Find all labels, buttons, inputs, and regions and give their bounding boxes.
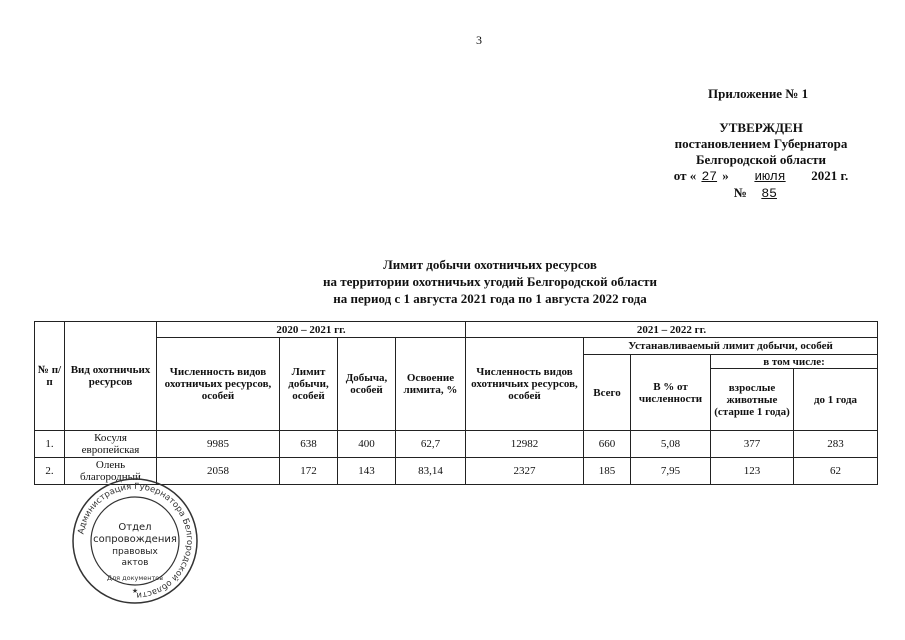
cell-count-2: 12982 bbox=[466, 431, 584, 458]
header-count-2: Численность видов охотничьих ресурсов, особей bbox=[466, 338, 584, 431]
cell-use: 62,7 bbox=[396, 431, 466, 458]
stamp-center-line-4: актов bbox=[121, 558, 149, 568]
header-period-2: 2021 – 2022 гг. bbox=[466, 322, 878, 338]
cell-num: 1. bbox=[35, 431, 65, 458]
date-mid: » bbox=[722, 168, 729, 183]
date-day: 27 bbox=[701, 169, 718, 184]
cell-total: 660 bbox=[584, 431, 631, 458]
approval-block bbox=[600, 120, 905, 202]
cell-young: 283 bbox=[794, 431, 878, 458]
header-percent: В % от численности bbox=[631, 355, 711, 431]
header-row-2 bbox=[35, 338, 878, 355]
header-use: Освоение лимита, % bbox=[396, 338, 466, 431]
cell-limit-1: 172 bbox=[280, 458, 338, 485]
title-line-3: на период с 1 августа 2021 года по 1 августа 2022 года bbox=[333, 291, 647, 306]
cell-kind: Косуля европейская bbox=[65, 431, 157, 458]
header-row-1 bbox=[35, 322, 878, 338]
cell-adult: 123 bbox=[711, 458, 794, 485]
stamp-star-icon: ★ bbox=[131, 587, 139, 595]
stamp-bottom-text: Для документов bbox=[106, 574, 164, 582]
header-total: Всего bbox=[584, 355, 631, 431]
cell-count-1: 9985 bbox=[157, 431, 280, 458]
header-catch: Добыча, особей bbox=[338, 338, 396, 431]
cell-count-1: 2058 bbox=[157, 458, 280, 485]
cell-kind: Олень благородный bbox=[65, 458, 157, 485]
approval-date bbox=[600, 168, 905, 185]
number-value: 85 bbox=[761, 186, 777, 201]
approval-line-2: Белгородской области bbox=[695, 152, 827, 167]
cell-percent: 5,08 bbox=[631, 431, 711, 458]
official-stamp bbox=[70, 476, 200, 606]
appendix-label: Приложение № 1 bbox=[708, 86, 809, 101]
cell-total: 185 bbox=[584, 458, 631, 485]
number-prefix: № bbox=[733, 185, 747, 200]
cell-count-2: 2327 bbox=[466, 458, 584, 485]
title-line-1: Лимит добычи охотничьих ресурсов bbox=[383, 257, 597, 272]
page-number: 3 bbox=[476, 33, 482, 47]
header-set-limit: Устанавливаемый лимит добычи, особей bbox=[584, 338, 878, 355]
stamp-outer-text: Администрация Губернатора Белгородской области bbox=[76, 481, 195, 601]
cell-limit-1: 638 bbox=[280, 431, 338, 458]
header-kind: Вид охотничьих ресурсов bbox=[65, 322, 157, 431]
header-young: до 1 года bbox=[794, 369, 878, 431]
cell-catch: 400 bbox=[338, 431, 396, 458]
header-adult: взрослые животные (старше 1 года) bbox=[711, 369, 794, 431]
header-period-1: 2020 – 2021 гг. bbox=[157, 322, 466, 338]
stamp-center-line-1: Отдел bbox=[118, 522, 152, 533]
cell-young: 62 bbox=[794, 458, 878, 485]
approval-number bbox=[600, 185, 905, 202]
approval-heading: УТВЕРЖДЕН bbox=[719, 120, 803, 135]
cell-catch: 143 bbox=[338, 458, 396, 485]
stamp-center-line-2: сопровождения bbox=[93, 534, 177, 545]
table-row bbox=[35, 431, 878, 458]
cell-percent: 7,95 bbox=[631, 458, 711, 485]
cell-adult: 377 bbox=[711, 431, 794, 458]
approval-line-1: постановлением Губернатора bbox=[674, 136, 848, 151]
cell-use: 83,14 bbox=[396, 458, 466, 485]
title-line-2: на территории охотничьих угодий Белгородской области bbox=[323, 274, 657, 289]
cell-num: 2. bbox=[35, 458, 65, 485]
header-num: № п/п bbox=[35, 322, 65, 431]
date-year: 2021 г. bbox=[811, 168, 849, 183]
stamp-center-line-3: правовых bbox=[112, 547, 158, 557]
date-month: июля bbox=[754, 169, 786, 184]
document-title bbox=[240, 256, 740, 307]
date-prefix: от « bbox=[673, 168, 697, 183]
limits-table bbox=[34, 321, 878, 485]
header-limit-1: Лимит добычи, особей bbox=[280, 338, 338, 431]
header-count-1: Численность видов охотничьих ресурсов, особей bbox=[157, 338, 280, 431]
header-including: в том числе: bbox=[711, 355, 878, 369]
